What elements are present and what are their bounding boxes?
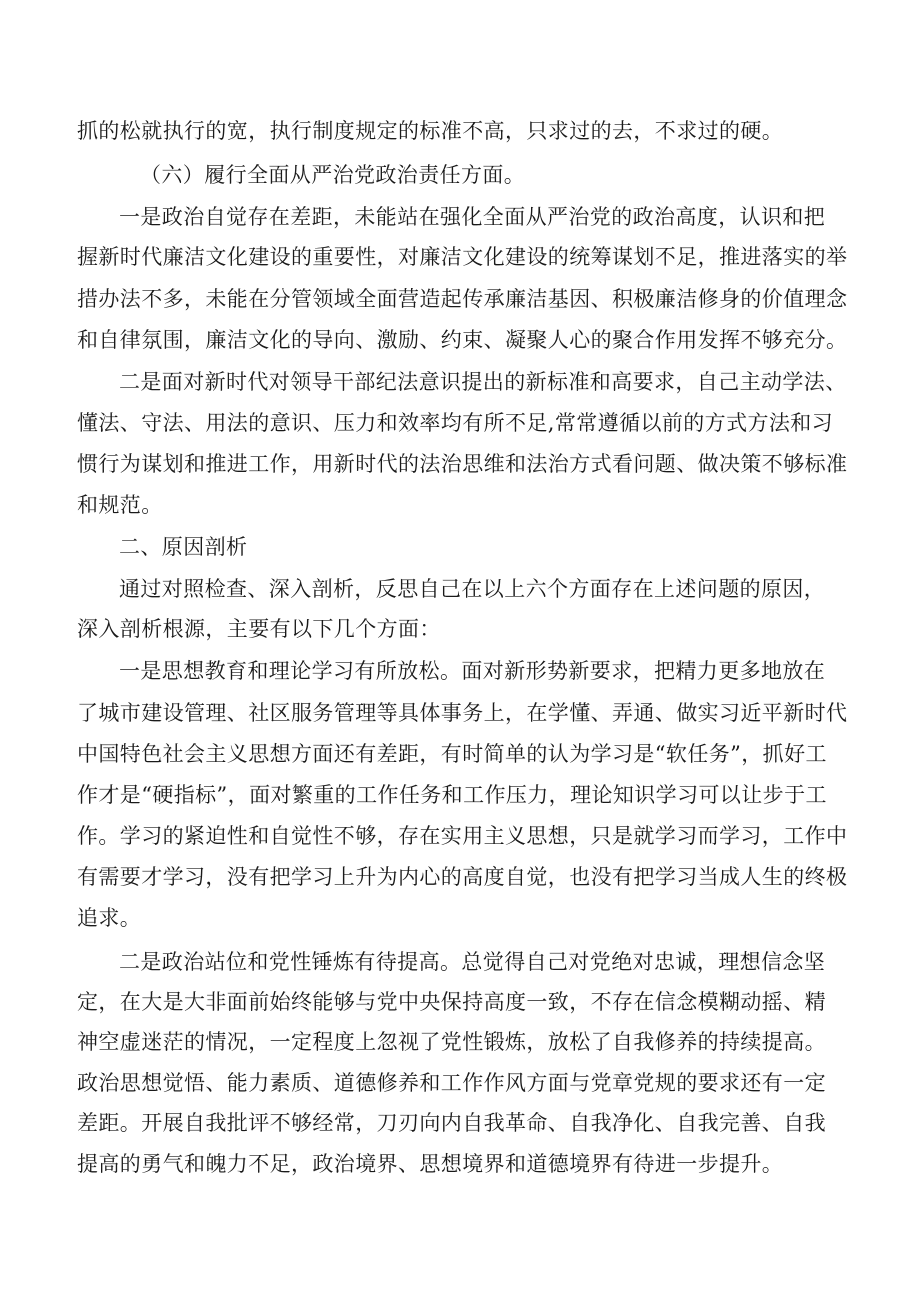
text-line-18: 作。学习的紧迫性和自觉性不够，存在实用主义思想，只是就学习而学习，工作中 — [77, 824, 848, 848]
text-line-19: 有需要才学习，没有把学习上升为内心的高度自觉，也没有把学习当成人生的终极 — [77, 865, 848, 889]
text-line-10: 和规范。 — [77, 493, 163, 517]
text-line-7: 二是面对新时代对领导干部纪法意识提出的新标准和高要求，自己主动学法、 — [119, 370, 847, 394]
text-line-22: 定，在大是大非面前始终能够与党中央保持高度一致，不存在信念模糊动摇、精 — [77, 990, 826, 1014]
text-line-16: 中国特色社会主义思想方面还有差距，有时简单的认为学习是“软任务”，抓好工 — [77, 742, 827, 766]
text-line-17: 作才是“硬指标”，面对繁重的工作任务和工作压力，理论知识学习可以让步于工 — [77, 783, 827, 807]
text-line-15: 了城市建设管理、社区服务管理等具体事务上，在学懂、弄通、做实习近平新时代 — [77, 701, 848, 725]
text-line-12: 通过对照检查、深入剖析，反思自己在以上六个方面存在上述问题的原因， — [119, 577, 826, 601]
text-line-4: 握新时代廉洁文化建设的重要性，对廉洁文化建设的统筹谋划不足，推进落实的举 — [77, 245, 848, 269]
text-line-3: 一是政治自觉存在差距，未能站在强化全面从严治党的政治高度，认识和把 — [119, 205, 826, 229]
text-line-5: 措办法不多，未能在分管领域全面营造起传承廉洁基因、积极廉洁修身的价值理念 — [77, 287, 848, 311]
section-heading-6: （六）履行全面从严治党政治责任方面。 — [140, 163, 526, 187]
text-line-8: 懂法、守法、用法的意识、压力和效率均有所不足,常常遵循以前的方式方法和习 — [77, 411, 834, 435]
text-line-6: 和自律氛围，廉洁文化的导向、激励、约束、凝聚人心的聚合作用发挥不够充分。 — [77, 328, 848, 352]
text-line-20: 追求。 — [77, 906, 142, 930]
text-line-9: 惯行为谋划和推进工作，用新时代的法治思维和法治方式看问题、做决策不够标准 — [77, 452, 848, 476]
section-heading-reasons: 二、原因剖析 — [119, 535, 248, 559]
text-line-13: 深入剖析根源，主要有以下几个方面： — [77, 617, 441, 641]
text-line-14: 一是思想教育和理论学习有所放松。面对新形势新要求，把精力更多地放在 — [119, 659, 826, 683]
text-line-23: 神空虚迷茫的情况，一定程度上忽视了党性锻炼，放松了自我修养的持续提高。 — [77, 1030, 826, 1054]
text-line-24: 政治思想觉悟、能力素质、道德修养和工作作风方面与党章党规的要求还有一定 — [77, 1071, 826, 1095]
text-line-25: 差距。开展自我批评不够经常，刀刃向内自我革命、自我净化、自我完善、自我 — [77, 1111, 826, 1135]
text-line-1: 抓的松就执行的宽，执行制度规定的标准不高，只求过的去，不求过的硬。 — [77, 119, 784, 143]
text-line-26: 提高的勇气和魄力不足，政治境界、思想境界和道德境界有待进一步提升。 — [77, 1152, 784, 1176]
text-line-21: 二是政治站位和党性锤炼有待提高。总觉得自己对党绝对忠诚，理想信念坚 — [119, 950, 826, 974]
